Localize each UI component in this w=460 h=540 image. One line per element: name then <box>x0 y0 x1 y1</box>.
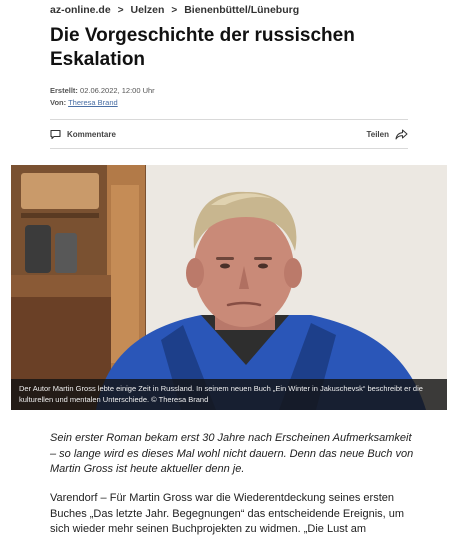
breadcrumb-section-link[interactable]: Uelzen <box>130 4 165 16</box>
breadcrumb <box>50 4 299 16</box>
chevron-right-icon: > <box>171 4 178 16</box>
article-lead: Sein erster Roman bekam erst 30 Jahre nach Erscheinen Aufmerksamkeit – so lange wird es dieses Mal wohl nicht dauern. Denn das neue Buch von Martin Gross ist heute aktueller denn je. <box>50 432 414 475</box>
share-button[interactable] <box>366 129 408 140</box>
article-title: Die Vorgeschichte der russischen Eskalation <box>50 25 355 70</box>
article-actions <box>50 126 408 142</box>
author-link[interactable]: Theresa Brand <box>68 98 118 107</box>
share-icon <box>395 129 408 140</box>
created-line <box>50 85 155 97</box>
breadcrumb-subsection-link[interactable]: Bienenbüttel/Lüneburg <box>184 4 300 16</box>
article-paragraph: Varendorf – Für Martin Gross war die Wiederentdeckung seines ersten Buches „Das letzte Jahr. Begegnungen“ das entscheidende Ereignis, um sich wieder mehr seinen Buchprojekten zu widmen. „Die Lust am <box>50 492 405 535</box>
comments-label: Kommentare <box>67 129 116 139</box>
created-date: 02.06.2022, 12:00 Uhr <box>80 86 155 95</box>
article-photo <box>11 165 447 410</box>
created-label: Erstellt: <box>50 86 78 95</box>
chevron-right-icon: > <box>117 4 124 16</box>
photo-caption: Der Autor Martin Gross lebte einige Zeit in Russland. In seinem neuen Buch „Ein Winter in Jakuschevsk“ beschreibt er die kulturellen und mentalen Unterschiede. © Theresa Brand <box>11 379 447 410</box>
breadcrumb-site-link[interactable]: az-online.de <box>50 4 111 16</box>
comment-icon <box>50 129 61 140</box>
divider <box>50 119 408 120</box>
article-meta <box>50 85 155 109</box>
author-label: Von: <box>50 98 67 107</box>
author-line <box>50 97 155 109</box>
photo-man-portrait <box>11 165 447 410</box>
divider <box>50 148 408 149</box>
share-label: Teilen <box>366 129 389 139</box>
comments-button[interactable] <box>50 129 116 140</box>
